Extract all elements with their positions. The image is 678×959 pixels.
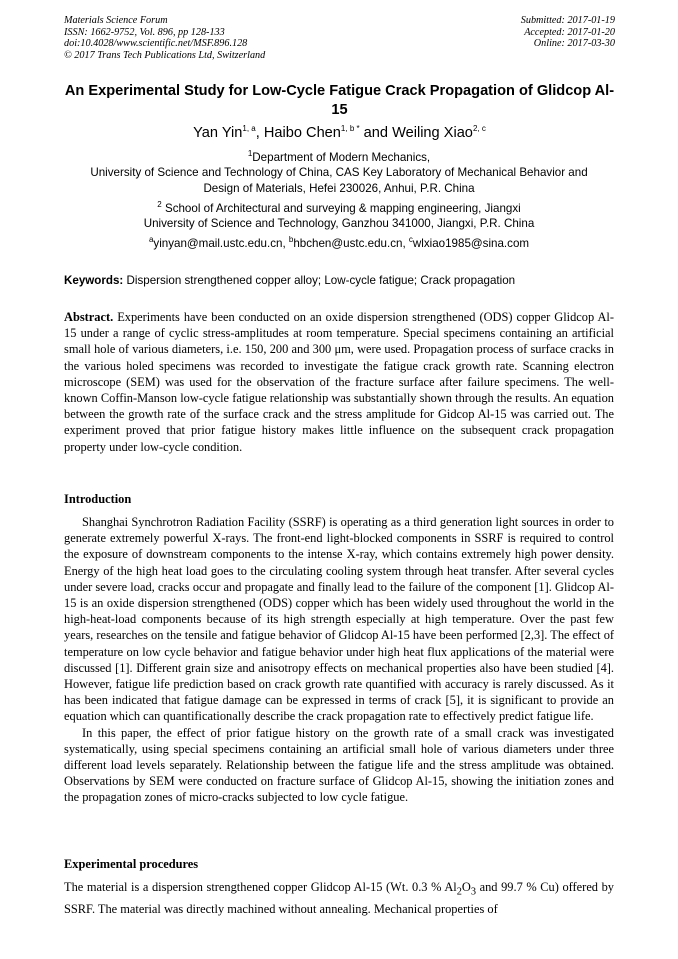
submitted-date: Submitted: 2017-01-19 [520,15,615,26]
text-run: and 99.7 % Cu) offered by SSRF. The material was directly machined without annealing. Mechanical properties of [64,880,614,916]
keywords-text: Dispersion strengthened copper alloy; Low-cycle fatigue; Crack propagation [123,274,516,287]
keywords [64,273,618,288]
affiliation-2 [60,201,618,232]
email-mark: a [148,235,154,245]
paper-title: An Experimental Study for Low-Cycle Fatigue Crack Propagation of Glidcop Al-15 [64,83,615,118]
email-address[interactable]: wlxiao1985@sina.com [412,237,530,250]
author-affil-mark: 2, c [472,124,486,134]
affiliation-line: University of Science and Technology of China, CAS Key Laboratory of Mechanical Behavior and [90,166,588,180]
experimental-section [64,879,614,917]
author-name: Yan Yin [193,125,243,141]
text-run: The material is a dispersion strengthened copper Glidcop Al-15 (Wt. 0.3 % Al [64,880,457,894]
abstract-label: Abstract. [64,310,114,324]
author-name: Haibo Chen [263,125,341,141]
journal-copyright: © 2017 Trans Tech Publications Ltd, Switzerland [64,49,266,61]
affiliation-line: University of Science and Technology, Ganzhou 341000, Jiangxi, P.R. China [143,217,535,231]
journal-header-left [64,15,265,61]
affiliation-line: Department of Modern Mechanics, [252,151,431,164]
abstract [64,309,614,455]
affiliation-line: School of Architectural and surveying & mapping engineering, Jiangxi [161,202,521,215]
paragraph [64,879,614,917]
paragraph: In this paper, the effect of prior fatigue history on the growth rate of a small crack was investigated systematically, using special specimens containing an artificial small hole of various diameters under three different load levels separately. Relationship between the fatigue life and the stress amplitude was obtained. Observations by SEM were conducted on fracture surface of Glidcop Al-15, showing the initiation zones and the propagation zones of micro-cracks subjected to low cycle fatigue. [64,725,614,805]
journal-issn: ISSN: 1662-9752, Vol. 896, pp 128-133 [64,26,225,38]
affiliation-1 [60,150,618,196]
accepted-date: Accepted: 2017-01-20 [524,26,615,38]
subscript: 3 [470,886,477,898]
author-separator: and [363,125,393,141]
email-mark: b [288,235,294,245]
journal-doi: doi:10.4028/www.scientific.net/MSF.896.128 [64,38,248,49]
email-address[interactable]: hbchen@ustc.edu.cn, [293,237,409,250]
affiliation-mark: 1 [247,149,253,159]
section-heading-experimental: Experimental procedures [64,857,199,871]
journal-name: Materials Science Forum [64,15,168,26]
email-mark: c [408,235,413,245]
online-date: Online: 2017-03-30 [533,38,615,49]
paragraph: Shanghai Synchrotron Radiation Facility (SSRF) is operating as a third generation light sources in order to generate extremely powerful X-rays. The front-end light-blocked components in SSRF is required to control the exposure of downstream components to the intense X-ray, which contains extremely high power density. Energy of the high heat load goes to the circulating cooling system through heat transfer. After several cycles under severe load, cracks occur and propagate and finally lead to the failure of the component [1]. Glidcop Al-15 is an oxide dispersion strengthened (ODS) copper which has been widely used throughout the world in the high-heat-load components because of its high strength especially at high temperature. Over the past few years, researches on the tensile and fatigue behavior of Glidcop Al-15 have been performed [2,3]. The effect of temperature on low cycle behavior and fatigue behavior under high heat flux applications of the material were discussed [1]. Different grain size and anisotropy effects on mechanical properties also have been studied [4]. However, fatigue life prediction based on crack growth rate quantified with accuracy is rarely discussed. As it has been indicated that fatigue damage can be expressed in terms of crack [5], it is significant to provide an equation which can quantificationally describe the crack propagation rate to effectively predict fatigue life. [64,515,615,724]
introduction-section [64,514,614,806]
author-emails [60,236,618,251]
subscript: 2 [456,886,462,898]
author-list [64,124,615,142]
journal-header-right [521,15,615,50]
author-separator: , [255,125,264,141]
author-affil-mark: 1, a [242,124,256,134]
author-name: Weiling Xiao [392,125,473,141]
text-run: O [461,880,471,894]
keywords-label: Keywords: [64,274,124,287]
abstract-text: Experiments have been conducted on an oxide dispersion strengthened (ODS) copper Glidcop Al-15 under a range of cyclic stress-amplitudes at room temperature. Special specimens containing an artificial small hole of various diameters, i.e. 150, 200 and 300 μm, were used. Propagation process of surface cracks in the various holed specimens was recorded to investigate the fatigue crack growth rate. Scanning electron microscope (SEM) was used for the observation of the fracture surface after failure specimens. The well-known Coffin-Manson low-cycle fatigue relationship was substantially shown through the results. An equation between the growth rate of the surface crack and the stress amplitude for Gidcop Al-15 was carried out. The experiment proved that prior fatigue history makes little influence on the subsequent crack propagation property under low-cycle condition. [64,310,614,454]
author-affil-mark: 1, b * [340,124,360,134]
affiliation-mark: 2 [157,200,162,210]
affiliation-line: Design of Materials, Hefei 230026, Anhui, P.R. China [203,181,475,195]
email-address[interactable]: yinyan@mail.ustc.edu.cn, [153,237,289,250]
section-heading-introduction: Introduction [64,492,132,506]
